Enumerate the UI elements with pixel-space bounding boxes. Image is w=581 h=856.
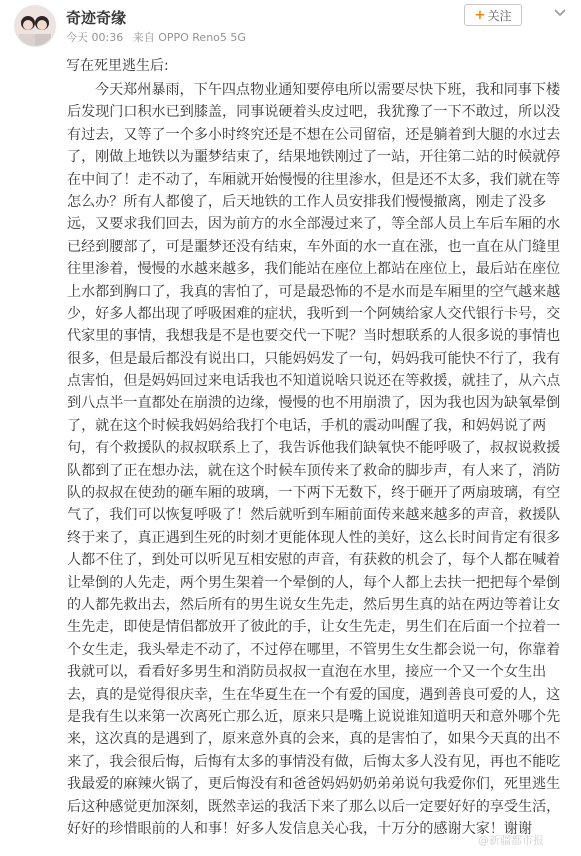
post-line: 少，好多人都出现了呼吸困难的症状，我听到一个阿姨给家人交代银行卡号，交 xyxy=(67,305,561,322)
post-line: 代家里的事情，我想我是不是也要交代一下呢？当时想联系的人很多说的事情也 xyxy=(67,328,561,345)
post-line: 让晕倒的人先走，两个男生架着一个晕倒的人，每个人都上去扶一把把每个晕倒 xyxy=(67,574,561,591)
post-line: 好好的珍惜眼前的人和事！好多人发信息关心我，十万分的感谢大家！谢谢 xyxy=(67,820,533,837)
post-line: 今天郑州暴雨，下午四点物业通知要停电所以需要尽快下班，我和同事下楼 xyxy=(95,82,561,98)
post-line: 队的叔叔在使劲的砸车厢的玻璃，一下两下无数下，终于砸开了两扇玻璃，有空 xyxy=(67,485,561,502)
post-time: 今天 00:36 xyxy=(66,31,124,44)
post-line: 个女生走，我头晕走不动了，不过停在哪里，不管男生女生都会说一句，你靠着 xyxy=(67,641,561,658)
post-line: 很多，但是最后都没有说出口，只能妈妈发了一句，妈妈我可能快不行了，我有 xyxy=(67,350,561,367)
post-line: 是我有生以来第一次离死亡那么近，原来只是嘴上说说谁知道明天和意外哪个先 xyxy=(67,708,561,725)
post-line: 在中间了！走不动了，车厢就开始慢慢的往里渗水，但是还不太多，我们就在等 xyxy=(67,171,561,188)
follow-button[interactable] xyxy=(464,4,522,26)
post-line: 已经到腰部了，可是噩梦还没有结束，车外面的水一直在涨，也一直在从门缝里 xyxy=(67,238,561,255)
post-line: 到八点半一直都处在崩溃的边缘，慢慢的也不用崩溃了，因为我也因为缺氧晕倒 xyxy=(67,395,561,412)
post-line: 有过去，又等了一个多小时终究还是不想在公司留宿，还是躺着到大腿的水过去 xyxy=(67,126,561,143)
watermark: @新疆都市报 xyxy=(478,834,544,847)
post-line: 我最爱的麻辣火锅了，更后悔没有和爸爸妈妈奶奶弟弟说句我爱你们，死里逃生 xyxy=(67,776,561,793)
post-line: 了，刚做上地铁以为噩梦结束了，结果地铁刚过了一站，开往第二站的时候就停 xyxy=(67,149,561,166)
post-line: 点害怕，但是妈妈回过来电话我也不知道说啥只说还在等救援，就挂了，从六点 xyxy=(67,373,561,390)
post-meta xyxy=(66,29,252,45)
post-body xyxy=(67,79,562,840)
post-line: 队都到了正在想办法，就在这个时候车顶传来了救命的脚步声，有人来了，消防 xyxy=(67,462,561,479)
post-header xyxy=(0,0,581,48)
post-line: 生先走，即使是情侣都放开了彼此的手，让女生先走，男生们在后面一个拉着一 xyxy=(67,619,561,636)
post-line: 来，这次真的是遇到了，原来意外真的会来，真的是害怕了，如果今天真的出不 xyxy=(67,731,561,748)
post-line: 句，有个救援队的叔叔联系上了，我告诉他我们缺氧快不能呼吸了，叔叔说救援 xyxy=(67,440,561,457)
post-line: 远，又要求我们回去，因为前方的水全部漫过来了，等全部人员上车后车厢的水 xyxy=(67,216,561,233)
post-line: 气了，我们可以恢复呼吸了！然后就听到车厢前面传来越来越多的声音，救援队 xyxy=(67,507,561,524)
post-line: 的人都先救出去，然后所有的男生说女生先走，然后男生真的站在两边等着让女 xyxy=(67,596,561,613)
post-source: 来自 OPPO Reno5 5G xyxy=(132,31,246,44)
post-line: 怎么办？所有人都傻了，后天地铁的工作人员安排我们慢慢撤离，刚走了没多 xyxy=(67,193,547,210)
post-line: 上水都到胸口了，我真的害怕了，可是最恐怖的不是水而是车厢里的空气越来越 xyxy=(67,283,561,300)
post-line: 去，真的是觉得很庆幸，生在华夏生在一个有爱的国度，遇到善良可爱的人，这 xyxy=(67,686,561,703)
follow-label: 关注 xyxy=(487,8,512,23)
post-line: 了，就在这个时候我妈妈给我打个电话，手机的震动叫醒了我，和妈妈说了两 xyxy=(67,417,547,434)
plus-icon: + xyxy=(474,7,486,23)
post-line: 来了，我会很后悔，后悔有太多的事情没有做，后悔太多人没有见，再也不能吃 xyxy=(67,753,561,770)
avatar-photo-icon xyxy=(15,6,55,46)
post-title: 写在死里逃生后: xyxy=(66,58,169,74)
avatar[interactable] xyxy=(14,5,56,47)
post-line: 后这种感觉更加深刻，既然幸运的我活下来了那么以后一定要好好的享受生活， xyxy=(67,798,561,815)
post-line: 人都不住了，到处可以听见互相安慰的声音，有获救的机会了，每个人都在喊着 xyxy=(67,552,561,569)
post-line: 终于来了，真正遇到生死的时刻才更能体现人性的美好，这么长时间肯定有很多 xyxy=(67,529,561,546)
post-line: 往里渗着，慢慢的水越来越多，我们能站在座位上都站在座位上，最后站在座位 xyxy=(67,261,561,278)
post-line: 我就可以，看看好多男生和消防员叔叔一直泡在水里，接应一个又一个女生出 xyxy=(67,664,547,681)
chevron-down-icon[interactable] xyxy=(553,8,567,18)
username[interactable]: 奇迹奇缘 xyxy=(66,9,127,27)
post-line: 后发现门口积水已到膝盖，同事说硬着头皮过吧，我犹豫了一下不敢过，所以没 xyxy=(67,104,561,121)
